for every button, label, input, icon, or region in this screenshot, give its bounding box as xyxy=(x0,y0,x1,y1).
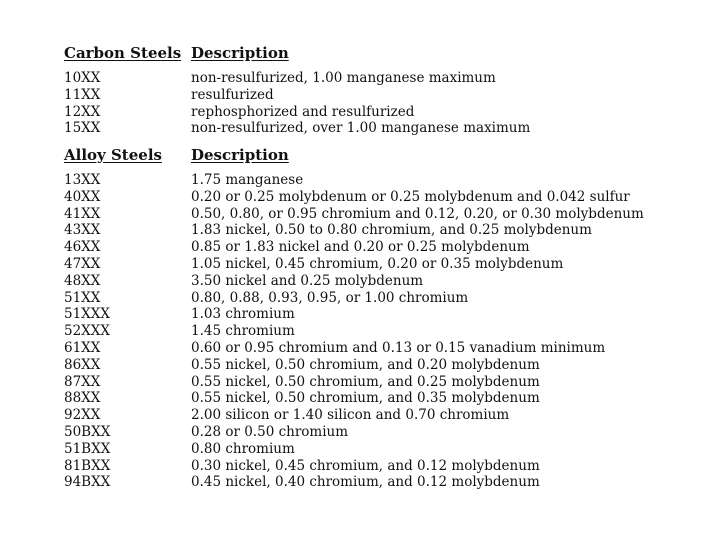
steel-code: 15XX xyxy=(64,120,101,137)
steel-code: 12XX xyxy=(64,103,101,120)
table-row xyxy=(64,357,704,374)
steel-code: 10XX xyxy=(64,70,101,86)
table-row xyxy=(64,206,704,223)
steel-description: resulfurized xyxy=(191,86,274,103)
steel-description: rephosphorized and resulfurized xyxy=(191,103,415,120)
table-row xyxy=(64,374,704,391)
steel-description: 1.83 nickel, 0.50 to 0.80 chromium, and 0.25 molybdenum xyxy=(191,222,592,239)
steel-description: 1.03 chromium xyxy=(191,306,295,323)
steel-description: 0.28 or 0.50 chromium xyxy=(191,423,349,440)
steel-description: 0.30 nickel, 0.45 chromium, and 0.12 molybdenum xyxy=(191,457,540,474)
steel-description: 1.45 chromium xyxy=(191,323,295,340)
steel-code: 40XX xyxy=(64,188,101,205)
table-row xyxy=(64,290,704,307)
table-row xyxy=(64,441,704,458)
table-row xyxy=(64,390,704,407)
steel-description: 3.50 nickel and 0.25 molybdenum xyxy=(191,272,424,289)
steel-code: 43XX xyxy=(64,222,101,239)
table-row xyxy=(64,458,704,475)
steel-description: 0.55 nickel, 0.50 chromium, and 0.25 molybdenum xyxy=(191,373,540,390)
steel-description: 0.45 nickel, 0.40 chromium, and 0.12 molybdenum xyxy=(191,474,540,491)
steel-description: 1.05 nickel, 0.45 chromium, 0.20 or 0.35 molybdenum xyxy=(191,255,564,272)
table-row xyxy=(64,474,704,491)
steel-description: 0.80, 0.88, 0.93, 0.95, or 1.00 chromium xyxy=(191,289,469,306)
steel-code: 51XXX xyxy=(64,306,111,323)
table-row xyxy=(64,340,704,357)
steel-code: 50BXX xyxy=(64,423,111,440)
steel-description: 0.20 or 0.25 molybdenum or 0.25 molybdenum and 0.042 sulfur xyxy=(191,188,630,205)
steel-code: 52XXX xyxy=(64,323,111,340)
table-row xyxy=(64,172,704,189)
table-row xyxy=(64,323,704,340)
carbon-steels-header xyxy=(64,44,704,64)
steel-code: 11XX xyxy=(64,86,101,103)
steel-code: 48XX xyxy=(64,272,101,289)
steel-description: non-resulfurized, 1.00 manganese maximum xyxy=(191,70,496,86)
table-row xyxy=(64,273,704,290)
steel-code: 92XX xyxy=(64,407,101,424)
table-row xyxy=(64,104,704,121)
steel-code: 61XX xyxy=(64,339,101,356)
steel-description: 0.85 or 1.83 nickel and 0.20 or 0.25 molybdenum xyxy=(191,239,530,256)
table-row xyxy=(64,87,704,104)
steel-description: 0.55 nickel, 0.50 chromium, and 0.35 molybdenum xyxy=(191,390,540,407)
steel-code: 47XX xyxy=(64,255,101,272)
alloy-steels-header xyxy=(64,146,704,166)
carbon-description-heading: Description xyxy=(191,44,289,62)
steel-code: 81BXX xyxy=(64,457,111,474)
steel-code: 51XX xyxy=(64,289,101,306)
steel-code: 41XX xyxy=(64,205,101,222)
steel-code: 94BXX xyxy=(64,474,111,491)
steel-code: 51BXX xyxy=(64,440,111,457)
table-row xyxy=(64,306,704,323)
steel-description: non-resulfurized, over 1.00 manganese maximum xyxy=(191,120,531,137)
steel-description: 0.50, 0.80, or 0.95 chromium and 0.12, 0.20, or 0.30 molybdenum xyxy=(191,205,644,222)
steel-code: 86XX xyxy=(64,356,101,373)
alloy-steels-section xyxy=(64,146,704,491)
carbon-steels-heading: Carbon Steels xyxy=(64,44,182,62)
steel-description: 1.75 manganese xyxy=(191,172,304,188)
table-row xyxy=(64,407,704,424)
alloy-description-heading: Description xyxy=(191,146,289,164)
table-row xyxy=(64,222,704,239)
table-row xyxy=(64,120,704,137)
table-row xyxy=(64,189,704,206)
steel-code: 13XX xyxy=(64,172,101,188)
steel-code: 88XX xyxy=(64,390,101,407)
steel-description: 0.55 nickel, 0.50 chromium, and 0.20 molybdenum xyxy=(191,356,540,373)
table-row xyxy=(64,70,704,87)
steel-code: 46XX xyxy=(64,239,101,256)
steel-description: 0.80 chromium xyxy=(191,440,295,457)
table-row xyxy=(64,424,704,441)
carbon-steels-section xyxy=(64,44,704,137)
table-row xyxy=(64,239,704,256)
table-row xyxy=(64,256,704,273)
steel-code: 87XX xyxy=(64,373,101,390)
steel-description: 2.00 silicon or 1.40 silicon and 0.70 chromium xyxy=(191,407,510,424)
steel-description: 0.60 or 0.95 chromium and 0.13 or 0.15 vanadium minimum xyxy=(191,339,606,356)
alloy-steels-heading: Alloy Steels xyxy=(64,146,162,164)
